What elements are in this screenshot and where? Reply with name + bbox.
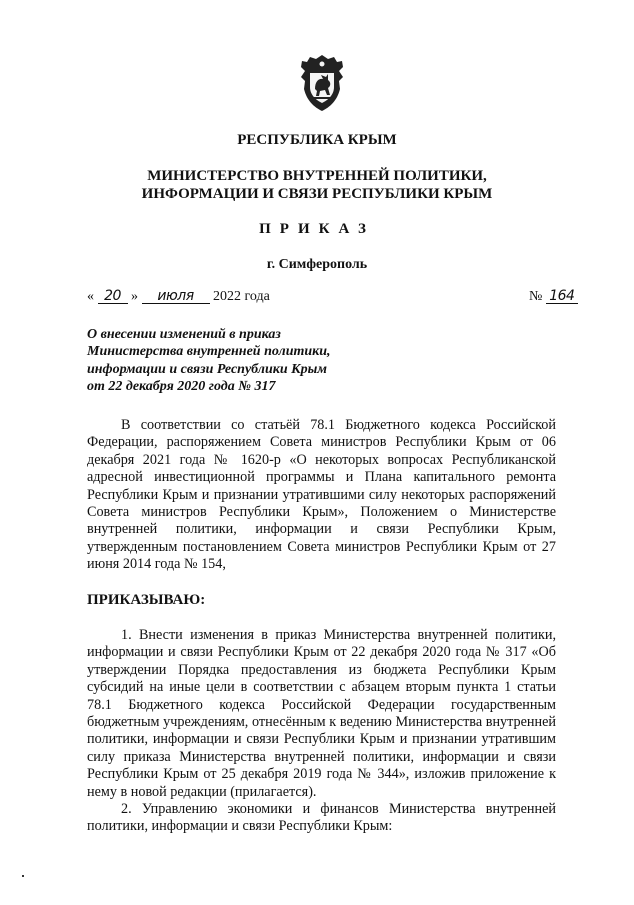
subject-line-2: Министерства внутренней политики, — [87, 344, 331, 360]
order-number — [529, 289, 578, 305]
document-type-title: ПРИКАЗ — [259, 221, 375, 237]
date-open-quote: « — [87, 289, 94, 304]
subject-line-3: информации и связи Республики Крым — [87, 361, 327, 377]
region-title: РЕСПУБЛИКА КРЫМ — [237, 132, 397, 148]
city-name: г. Симферополь — [266, 257, 368, 272]
order-directive-heading: ПРИКАЗЫВАЮ: — [87, 592, 206, 608]
date-close-quote: » — [131, 289, 138, 304]
order-item-1: 1. Внести изменения в приказ Министерства внутренней политики, информации и связи Республики Крым от 22 декабря 2020 года № 317 «Об утверждении Порядка предоставления из бюджета Республики Крым субсидий на иные цели в соответствии с абзацем вторым пункта 1 статьи 78.1 Бюджетного кодекса Российской Федерации государственным бюджетным учреждениям, отнесённым к ведению Министерства внутренней политики, информации и связи Республики Крым и признании утратившим силу приказа Министерства внутренней политики, информации и связи Республики Крым от 25 декабря 2019 года № 344», изложив приложение к нему в новой редакции (прилагается). — [87, 627, 556, 800]
preamble-paragraph: В соответствии со статьёй 78.1 Бюджетного кодекса Российской Федерации, распоряжением Совета министров Республики Крым от 06 декабря 2021 года № 1620-р «О некоторых вопросах Республиканской адресной инвестиционной программы и Плана капитального ремонта Республики Крым и признании утратившими силу некоторых распоряжений Совета министров Республики Крым», Положением о Министерстве внутренней политики, информации и связи Республики Крым, утвержденным постановлением Совета министров Республики Крым от 27 июня 2014 года № 154, — [87, 417, 556, 573]
date-month: июля — [142, 289, 210, 304]
order-subject — [87, 326, 387, 396]
number-sign: № — [529, 289, 543, 304]
ministry-name-line-1: МИНИСТЕРСТВО ВНУТРЕННЕЙ ПОЛИТИКИ, — [147, 168, 487, 184]
scan-speck — [22, 875, 24, 877]
subject-line-4: от 22 декабря 2020 года № 317 — [87, 379, 276, 395]
crimea-coat-of-arms-icon — [297, 53, 347, 113]
number-value: 164 — [546, 289, 578, 304]
date-year: 2022 года — [213, 289, 270, 304]
order-item-2: 2. Управлению экономики и финансов Министерства внутренней политики, информации и связи Республики Крым: — [87, 801, 556, 835]
ministry-name — [0, 167, 634, 203]
order-items — [87, 627, 556, 836]
order-date — [87, 289, 270, 305]
subject-line-1: О внесении изменений в приказ — [87, 327, 281, 342]
ministry-name-line-2: ИНФОРМАЦИИ И СВЯЗИ РЕСПУБЛИКИ КРЫМ — [141, 186, 493, 202]
date-day: 20 — [98, 289, 128, 304]
